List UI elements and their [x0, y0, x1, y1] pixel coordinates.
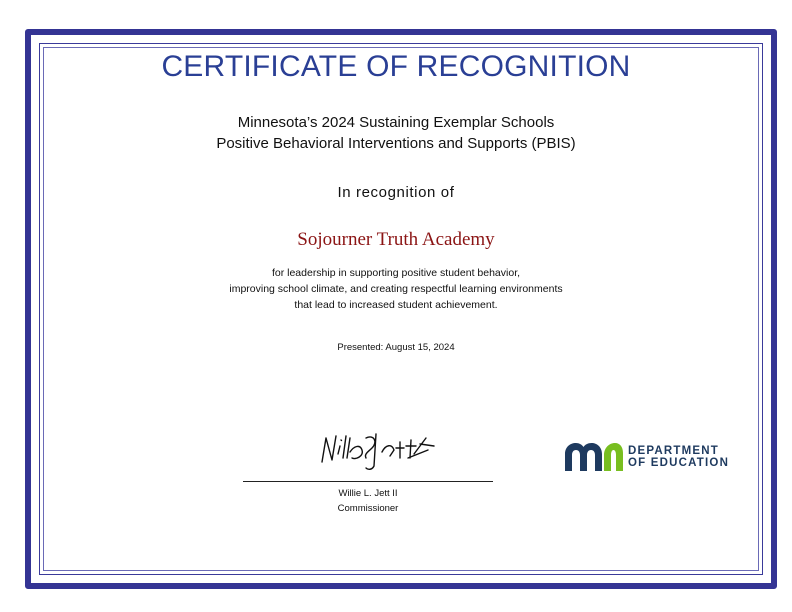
certificate-title: CERTIFICATE OF RECOGNITION	[161, 50, 631, 83]
reason-line-1: for leadership in supporting positive student behavior,	[271, 267, 521, 279]
recipient-name: Sojourner Truth Academy	[297, 229, 495, 250]
signer-title: Commissioner	[337, 503, 399, 514]
program-line-2: Positive Behavioral Interventions and Supports (PBIS)	[216, 135, 576, 152]
recognition-text: In recognition of	[337, 184, 455, 201]
reason-line-3: that lead to increased student achievement.	[294, 299, 498, 311]
logo-text	[628, 445, 729, 469]
presented-date: Presented: August 15, 2024	[337, 342, 455, 353]
program-line-1: Minnesota’s 2024 Sustaining Exemplar Schools	[237, 114, 555, 131]
logo-text-line-2: OF EDUCATION	[628, 457, 730, 469]
mn-logo-icon	[565, 443, 623, 471]
logo-text-line-1: DEPARTMENT	[628, 445, 720, 457]
signature-image	[316, 424, 446, 472]
signature-line	[243, 481, 493, 482]
mn-department-of-education-logo	[565, 440, 745, 476]
signer-name: Willie L. Jett II	[338, 488, 398, 499]
reason-line-2: improving school climate, and creating respectful learning environments	[229, 283, 563, 295]
